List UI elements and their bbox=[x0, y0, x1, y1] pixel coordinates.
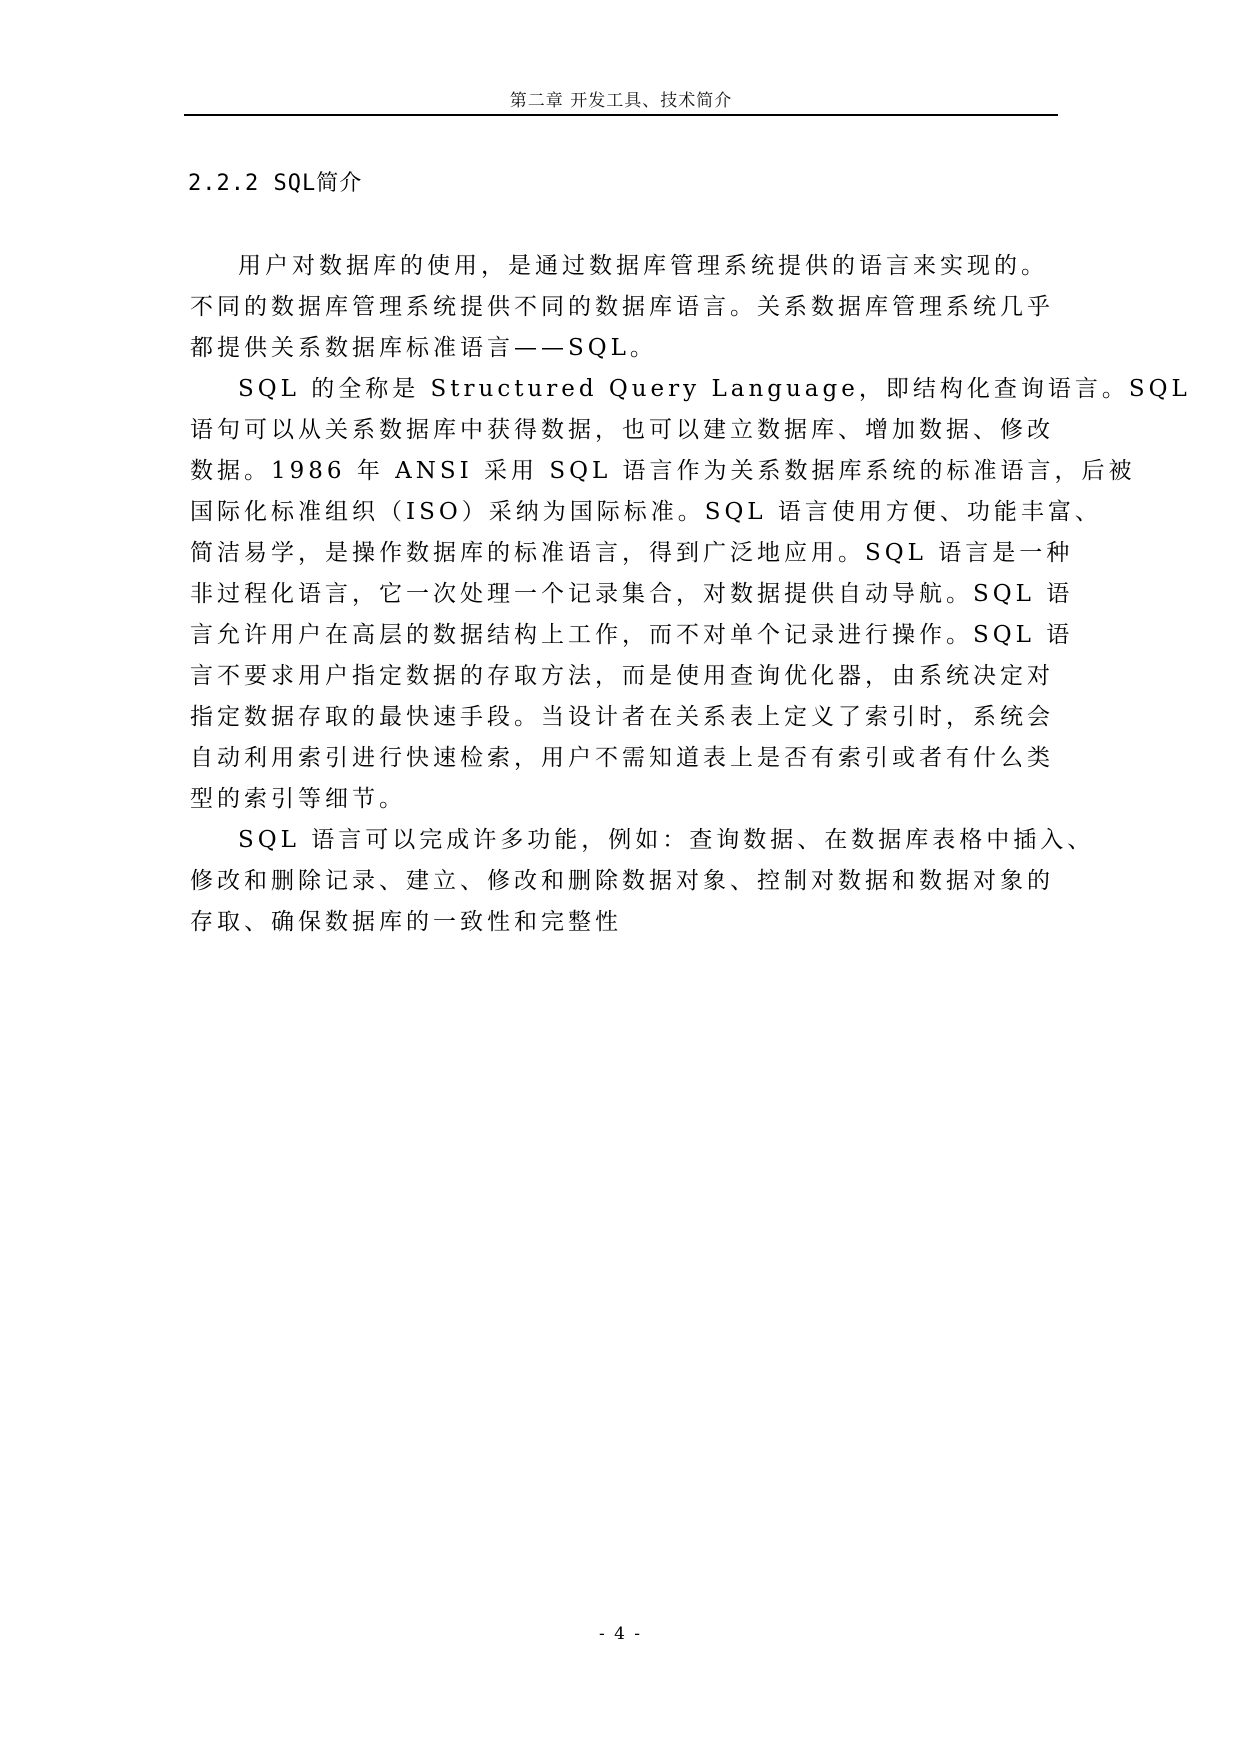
paragraph-2 bbox=[190, 369, 1191, 820]
body-text bbox=[190, 246, 1191, 943]
text-line: 不同的数据库管理系统提供不同的数据库语言。关系数据库管理系统几乎 bbox=[190, 294, 1054, 320]
page-number: - 4 - bbox=[598, 1624, 643, 1644]
text-line: 言允许用户在高层的数据结构上工作，而不对单个记录进行操作。SQL 语 bbox=[190, 622, 1074, 648]
text-line: 非过程化语言，它一次处理一个记录集合，对数据提供自动导航。SQL 语 bbox=[190, 581, 1074, 607]
paragraph-1 bbox=[190, 246, 1070, 369]
text-line: 存取、确保数据库的一致性和完整性 bbox=[190, 909, 622, 935]
text-line: SQL 语言可以完成许多功能，例如：查询数据、在数据库表格中插入、 bbox=[238, 827, 1095, 853]
text-line: 都提供关系数据库标准语言——SQL。 bbox=[190, 335, 657, 361]
header-rule bbox=[184, 114, 1058, 116]
text-line: 用户对数据库的使用，是通过数据库管理系统提供的语言来实现的。 bbox=[238, 253, 1048, 279]
text-line: 简洁易学，是操作数据库的标准语言，得到广泛地应用。SQL 语言是一种 bbox=[190, 540, 1074, 566]
text-line: 语句可以从关系数据库中获得数据，也可以建立数据库、增加数据、修改 bbox=[190, 417, 1054, 443]
section-heading: 2.2.2 SQL简介 bbox=[188, 171, 363, 196]
paragraph-3 bbox=[190, 820, 1095, 943]
running-header: 第二章 开发工具、技术简介 bbox=[509, 91, 733, 111]
text-line: SQL 的全称是 Structured Query Language，即结构化查询语言。SQL bbox=[238, 376, 1191, 402]
text-line: 国际化标准组织（ISO）采纳为国际标准。SQL 语言使用方便、功能丰富、 bbox=[190, 499, 1102, 525]
text-line: 型的索引等细节。 bbox=[190, 786, 406, 812]
text-line: 指定数据存取的最快速手段。当设计者在关系表上定义了索引时，系统会 bbox=[190, 704, 1054, 730]
text-line: 言不要求用户指定数据的存取方法，而是使用查询优化器，由系统决定对 bbox=[190, 663, 1054, 689]
text-line: 自动利用索引进行快速检索，用户不需知道表上是否有索引或者有什么类 bbox=[190, 745, 1054, 771]
text-line: 修改和删除记录、建立、修改和删除数据对象、控制对数据和数据对象的 bbox=[190, 868, 1054, 894]
text-line: 数据。1986 年 ANSI 采用 SQL 语言作为关系数据库系统的标准语言，后被 bbox=[190, 458, 1136, 484]
